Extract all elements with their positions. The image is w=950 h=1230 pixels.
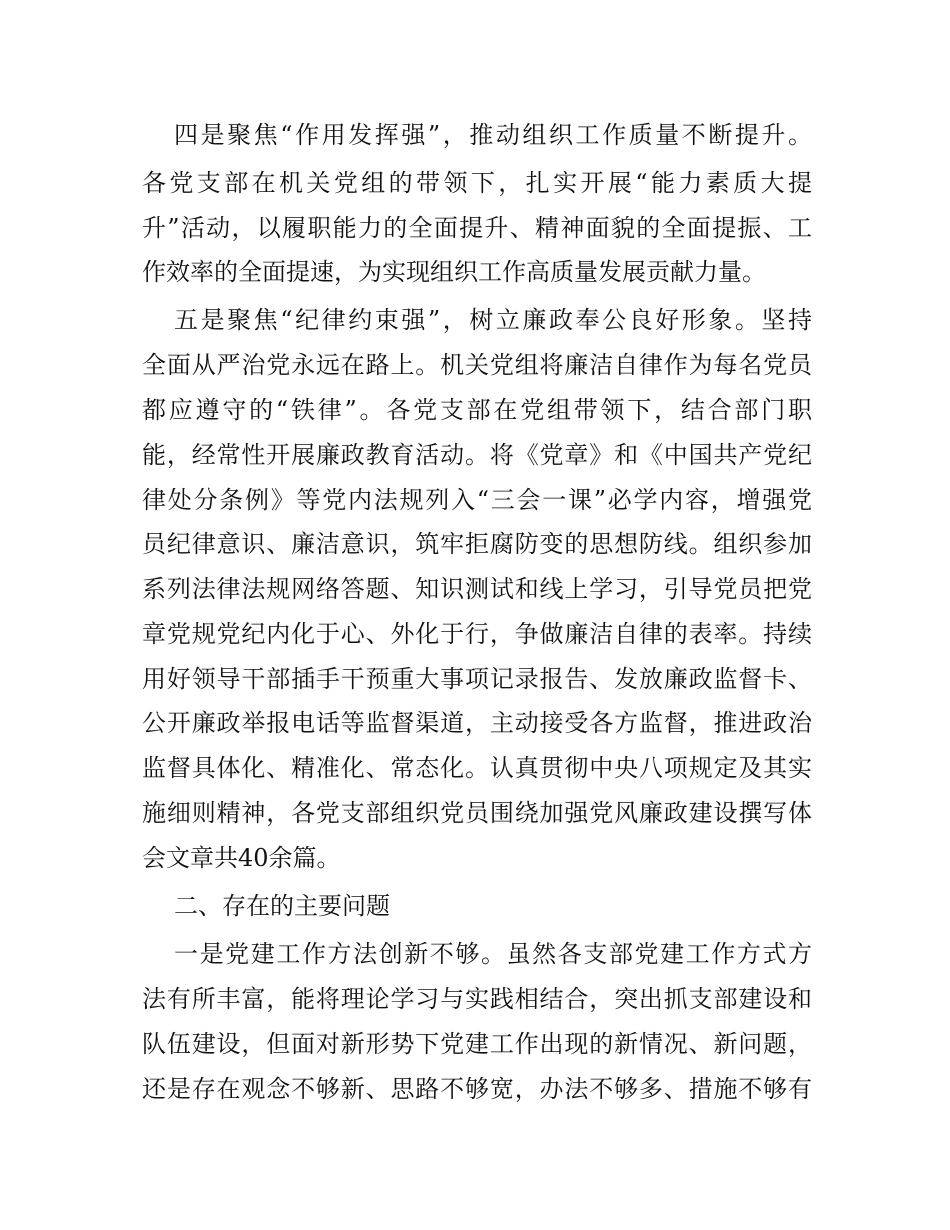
paragraph-2-line-11: 监督具体化、精准化、常态化。认真贯彻中央八项规定及其实 <box>142 754 812 782</box>
paragraph-2-line-12: 施细则精神，各党支部组织党员围绕加强党风廉政建设撰写体 <box>142 799 812 827</box>
paragraph-1-line-2: 各党支部在机关党组的带领下，扎实开展“能力素质大提 <box>142 169 812 197</box>
paragraph-3-line-3: 队伍建设，但面对新形势下党建工作出现的新情况、新问题， <box>142 1030 812 1058</box>
paragraph-2-line-6: 员纪律意识、廉洁意识，筑牢拒腐防变的思想防线。组织参加 <box>142 530 812 558</box>
section-heading: 二、存在的主要问题 <box>174 892 390 920</box>
paragraph-2-line-10: 公开廉政举报电话等监督渠道，主动接受各方监督，推进政治 <box>142 709 812 737</box>
paragraph-1-line-4: 作效率的全面提速，为实现组织工作高质量发展贡献力量。 <box>142 258 766 286</box>
paragraph-1-line-1: 四是聚焦“作用发挥强”，推动组织工作质量不断提升。 <box>174 121 812 149</box>
paragraph-2-line-8: 章党规党纪内化于心、外化于行，争做廉洁自律的表率。持续 <box>142 620 812 648</box>
paragraph-2-line-2: 全面从严治党永远在路上。机关党组将廉洁自律作为每名党员 <box>142 351 812 379</box>
paragraph-3-line-2: 法有所丰富，能将理论学习与实践相结合，突出抓支部建设和 <box>142 985 812 1013</box>
paragraph-2-line-9: 用好领导干部插手干预重大事项记录报告、发放廉政监督卡、 <box>142 665 812 693</box>
paragraph-2-line-13: 会文章共40余篇。 <box>142 844 341 872</box>
paragraph-2-line-1: 五是聚焦“纪律约束强”，树立廉政奉公良好形象。坚持 <box>174 306 812 334</box>
paragraph-2-line-4: 能，经常性开展廉政教育活动。将《党章》和《中国共产党纪 <box>142 441 812 469</box>
paragraph-3-line-4: 还是存在观念不够新、思路不够宽，办法不够多、措施不够有 <box>142 1075 812 1103</box>
paragraph-1-line-3: 升”活动，以履职能力的全面提升、精神面貌的全面提振、工 <box>142 214 812 242</box>
paragraph-2-line-5: 律处分条例》等党内法规列入“三会一课”必学内容，增强党 <box>142 486 812 514</box>
paragraph-2-line-3: 都应遵守的“铁律”。各党支部在党组带领下，结合部门职 <box>142 396 812 424</box>
paragraph-2-line-7: 系列法律法规网络答题、知识测试和线上学习，引导党员把党 <box>142 575 812 603</box>
paragraph-3-line-1: 一是党建工作方法创新不够。虽然各支部党建工作方式方 <box>174 940 812 968</box>
